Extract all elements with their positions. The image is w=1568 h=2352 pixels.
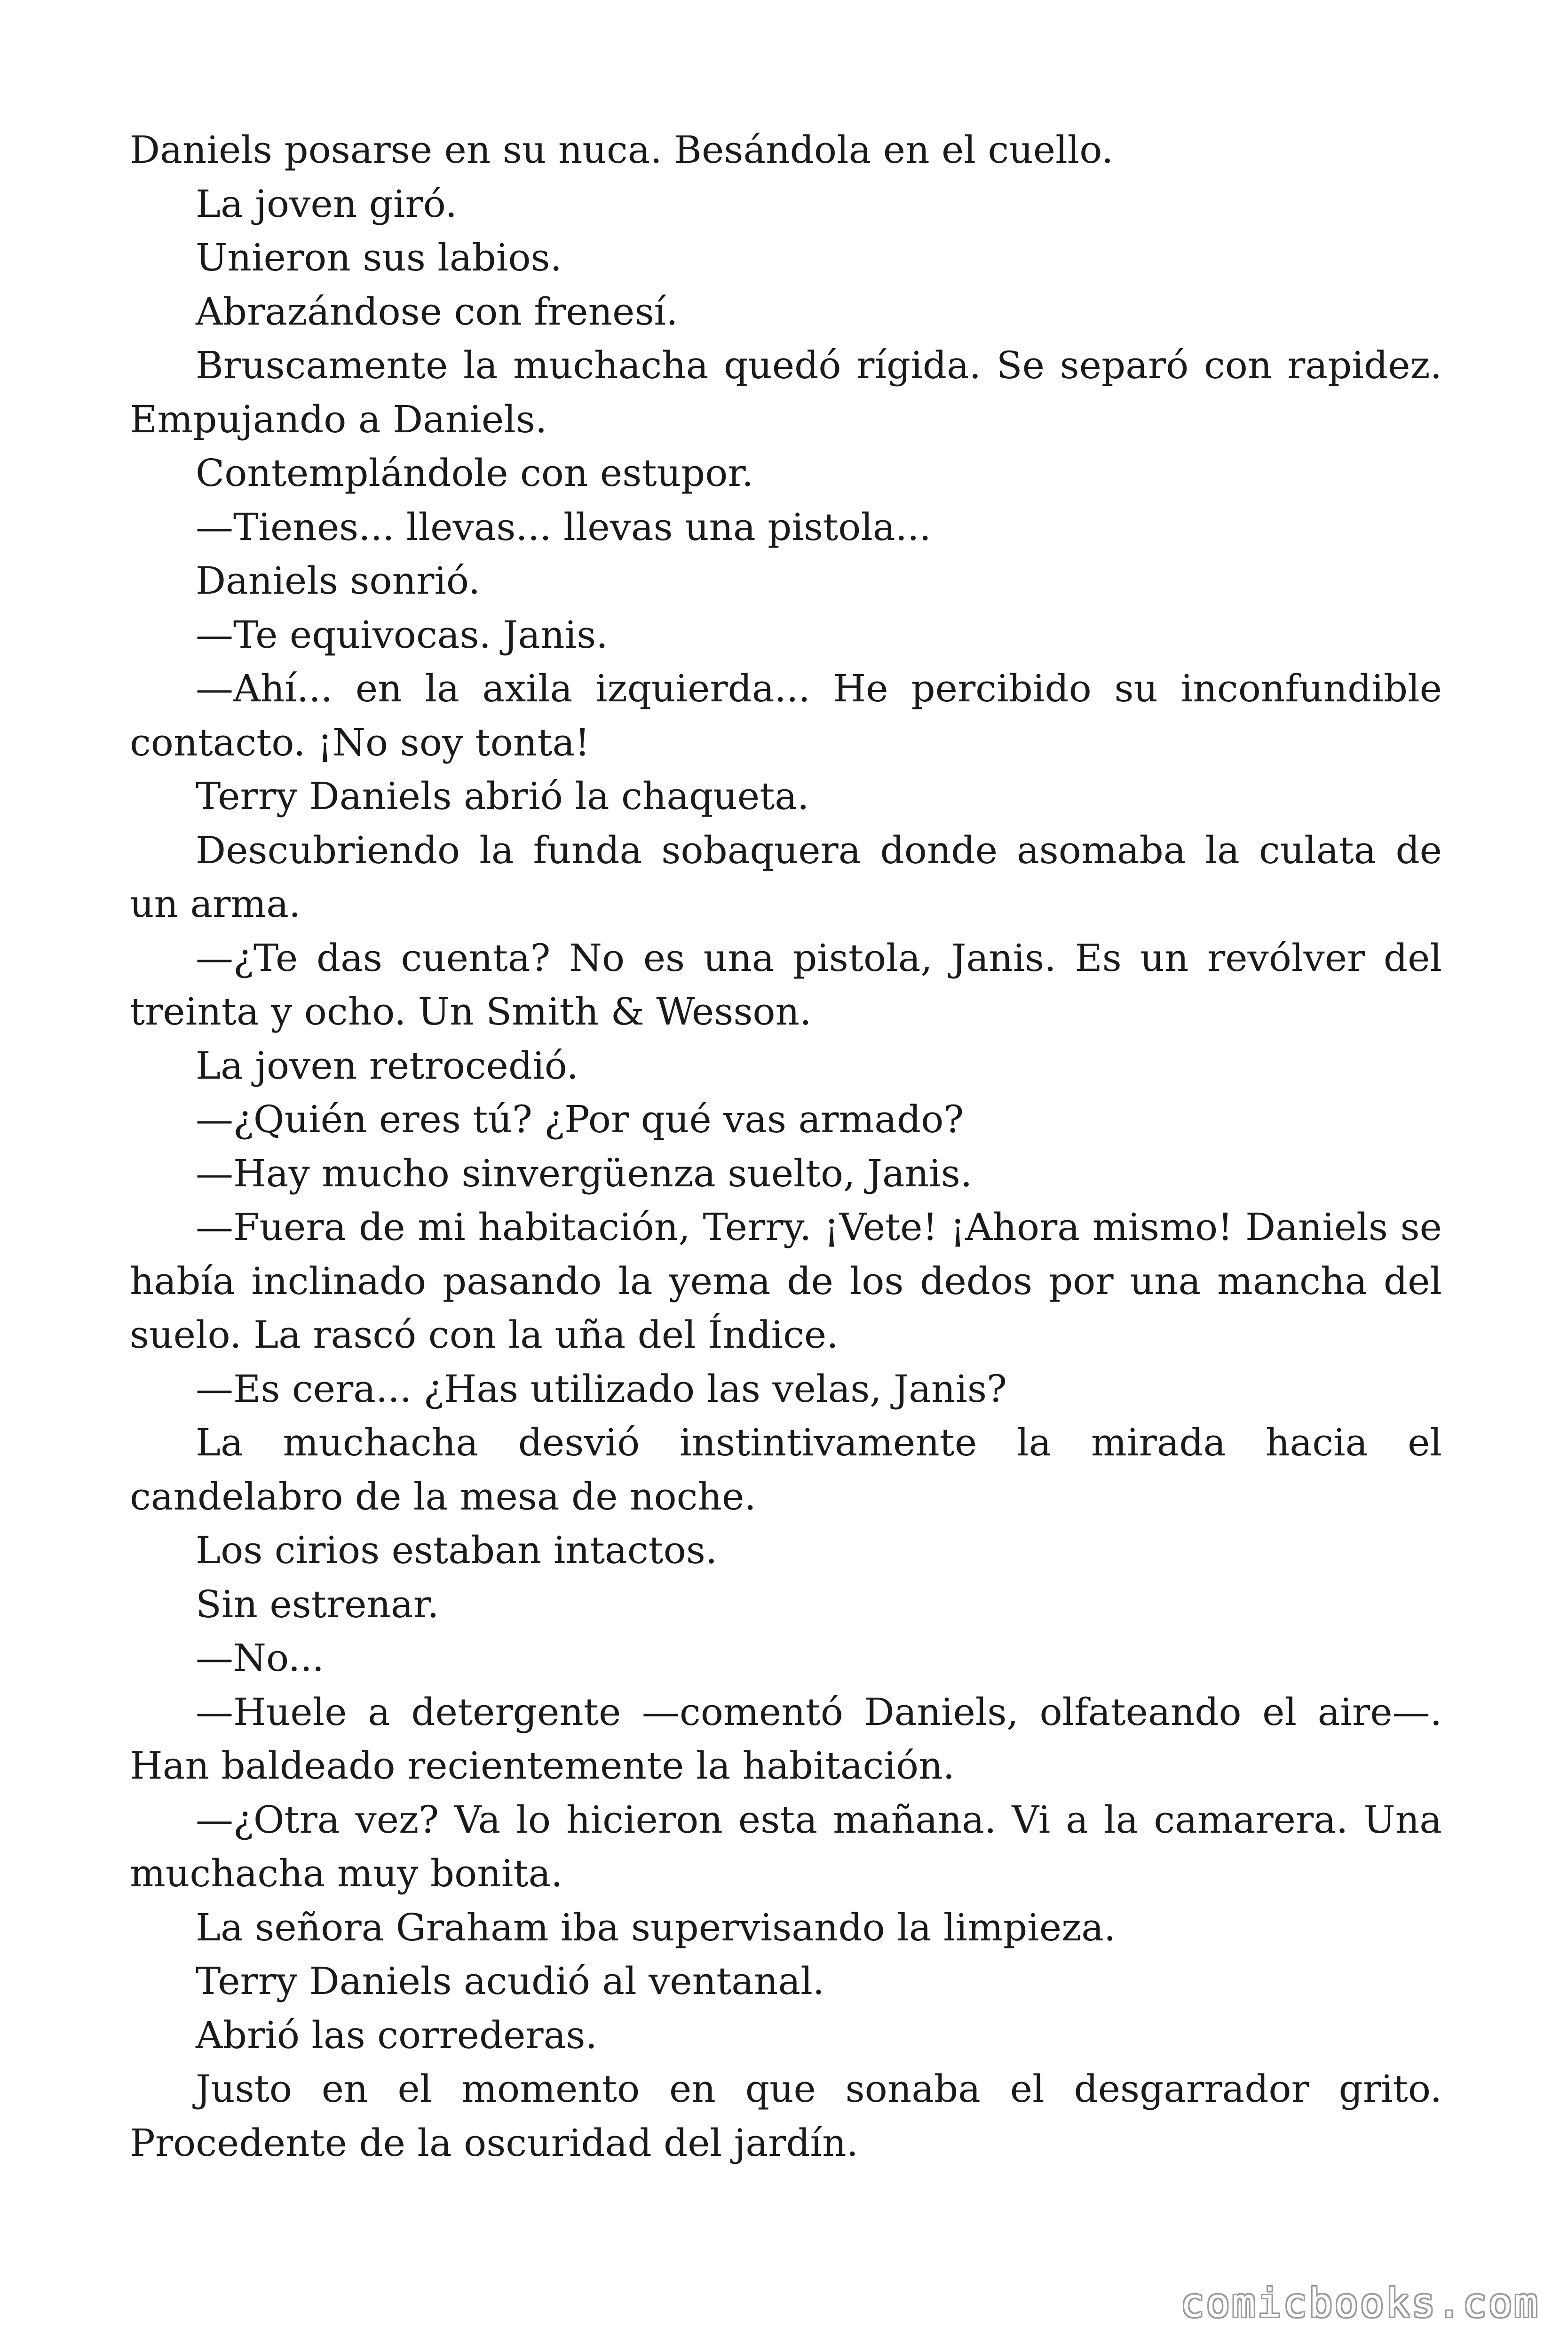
paragraph: Daniels sonrió.: [196, 559, 481, 603]
paragraph: —Tienes... llevas... llevas una pistola...: [196, 505, 931, 549]
paragraph: —Fuera de mi habitación, Terry. ¡Vete! ¡Ahora mismo! Daniels se había inclinado pasando la yema de los dedos por una mancha del suelo. La rascó con la uña del Índice.: [130, 1205, 1442, 1357]
book-page-text: [130, 123, 1442, 2170]
paragraph: —Ahí... en la axila izquierda... He percibido su inconfundible contacto. ¡No soy tonta!: [130, 667, 1442, 764]
paragraph: —No...: [196, 1636, 325, 1680]
paragraph: —¿Quién eres tú? ¿Por qué vas armado?: [196, 1097, 964, 1141]
paragraph: —¿Otra vez? Va lo hicieron esta mañana. Vi a la camarera. Una muchacha muy bonita.: [130, 1797, 1442, 1895]
paragraph: Los cirios estaban intactos.: [196, 1528, 718, 1572]
paragraph: —Te equivocas. Janis.: [196, 612, 608, 657]
paragraph: La muchacha desvió instintivamente la mirada hacia el candelabro de la mesa de noche.: [130, 1421, 1442, 1518]
paragraph: Bruscamente la muchacha quedó rígida. Se separó con rapidez. Empujando a Daniels.: [130, 343, 1442, 441]
paragraph: Justo en el momento en que sonaba el desgarrador grito. Procedente de la oscuridad del jardín.: [130, 2067, 1442, 2165]
paragraph: Descubriendo la funda sobaquera donde asomaba la culata de un arma.: [130, 828, 1442, 926]
paragraph: La señora Graham iba supervisando la limpieza.: [196, 1905, 1116, 1949]
paragraph: Contemplándole con estupor.: [196, 451, 754, 495]
paragraph: La joven retrocedió.: [196, 1043, 578, 1088]
paragraph: Terry Daniels acudió al ventanal.: [196, 1959, 825, 2003]
paragraph: —Es cera... ¿Has utilizado las velas, Janis?: [196, 1367, 1007, 1411]
paragraph: —Hay mucho sinvergüenza suelto, Janis.: [196, 1151, 973, 1195]
paragraph: Terry Daniels abrió la chaqueta.: [196, 774, 809, 818]
paragraph: Sin estrenar.: [196, 1582, 439, 1626]
paragraph: Daniels posarse en su nuca. Besándola en el cuello.: [130, 128, 1114, 172]
paragraph: La joven giró.: [196, 182, 457, 226]
paragraph: Unieron sus labios.: [196, 236, 562, 279]
paragraph: Abrió las correderas.: [196, 2013, 597, 2057]
paragraph: —¿Te das cuenta? No es una pistola, Janis. Es un revólver del treinta y ocho. Un Smith & Wesson.: [130, 936, 1442, 1033]
watermark: comicbooks.com: [1180, 2280, 1540, 2326]
paragraph: Abrazándose con frenesí.: [196, 289, 678, 334]
paragraph: —Huele a detergente —comentó Daniels, olfateando el aire—. Han baldeado recientemente la habitación.: [130, 1690, 1442, 1788]
